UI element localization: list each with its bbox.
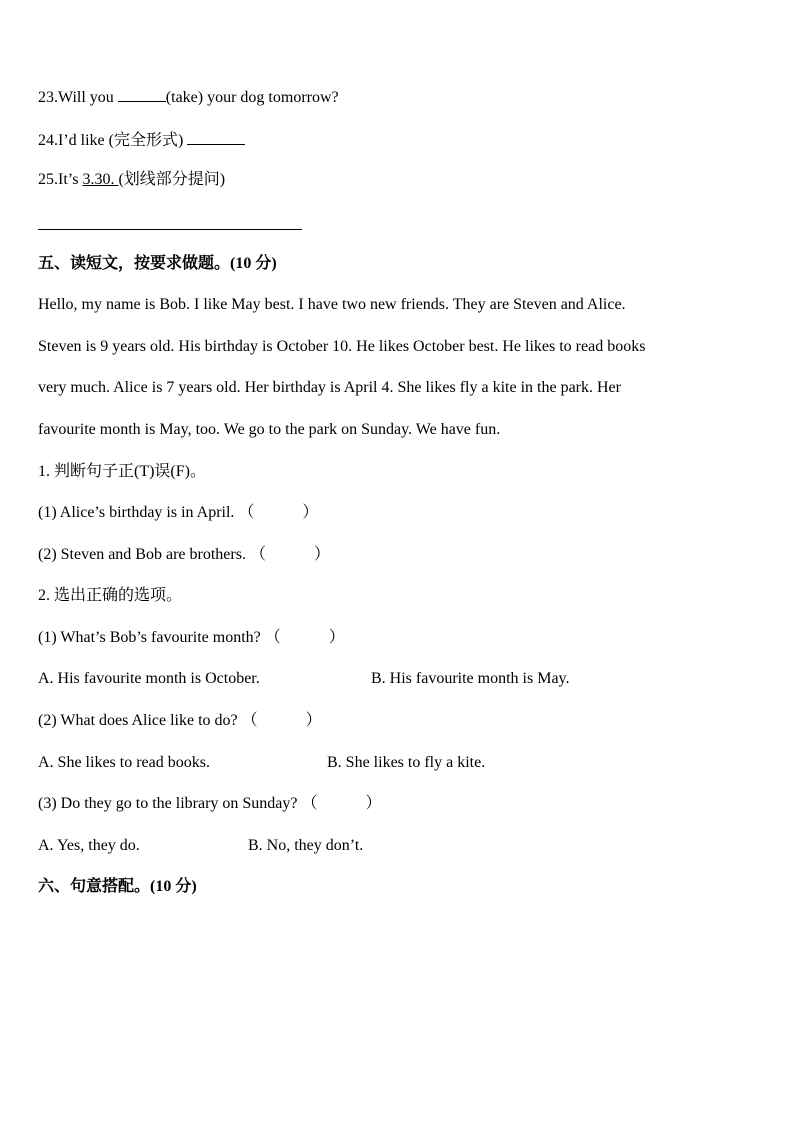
option-a[interactable]: A. His favourite month is October.: [38, 670, 260, 687]
question-number: 23.: [38, 89, 58, 106]
answer-parentheses[interactable]: （ ）: [249, 546, 330, 563]
option-b[interactable]: B. His favourite month is May.: [371, 670, 570, 687]
passage-line: Steven is 9 years old. His birthday is October 10. He likes October best. He likes to read books: [38, 338, 646, 355]
question-24: [38, 130, 245, 151]
answer-parentheses[interactable]: （ ）: [238, 504, 319, 521]
mc-question-1: [38, 628, 345, 648]
question-text: (take) your dog tomorrow?: [165, 89, 339, 106]
mc-question-2: [38, 711, 322, 731]
question-number: 24.: [38, 132, 58, 149]
answer-parentheses[interactable]: （ ）: [301, 795, 382, 812]
question-text: It’s: [58, 171, 83, 188]
tf-question-1: [38, 503, 318, 523]
question-text: (划线部分提问): [118, 171, 226, 188]
question-text: I’d like (完全形式): [58, 132, 188, 149]
answer-blank[interactable]: [118, 87, 166, 102]
underlined-part: 3.30.: [82, 171, 119, 188]
question-23: [38, 87, 339, 108]
option-b[interactable]: B. No, they don’t.: [248, 837, 364, 854]
section-5-heading: 五、读短文，按要求做题。(10 分): [38, 255, 277, 272]
question-25: [38, 170, 225, 190]
question-text: (1) What’s Bob’s favourite month?: [38, 629, 261, 646]
answer-parentheses[interactable]: （ ）: [241, 712, 322, 729]
tf-question-2: [38, 545, 330, 565]
passage-line: Hello, my name is Bob. I like May best. I have two new friends. They are Steven and Alice.: [38, 296, 626, 313]
option-a[interactable]: A. She likes to read books.: [38, 754, 210, 771]
question-text: (2) What does Alice like to do?: [38, 712, 238, 729]
question-text: (3) Do they go to the library on Sunday?: [38, 795, 298, 812]
mc-question-3: [38, 794, 382, 814]
part-2-title: 2. 选出正确的选项。: [38, 587, 183, 604]
option-a[interactable]: A. Yes, they do.: [38, 837, 140, 854]
section-6-heading: 六、句意搭配。(10 分): [38, 878, 197, 895]
option-b[interactable]: B. She likes to fly a kite.: [327, 754, 486, 771]
passage-line: very much. Alice is 7 years old. Her birthday is April 4. She likes fly a kite in the park. Her: [38, 379, 621, 396]
question-text: (2) Steven and Bob are brothers.: [38, 546, 246, 563]
answer-line[interactable]: [38, 229, 302, 230]
question-text: (1) Alice’s birthday is in April.: [38, 504, 235, 521]
passage-line: favourite month is May, too. We go to the park on Sunday. We have fun.: [38, 421, 501, 438]
answer-blank[interactable]: [187, 130, 245, 145]
answer-parentheses[interactable]: （ ）: [264, 629, 345, 646]
part-1-title: 1. 判断句子正(T)误(F)。: [38, 463, 206, 480]
question-text: Will you: [58, 89, 118, 106]
question-number: 25.: [38, 171, 58, 188]
